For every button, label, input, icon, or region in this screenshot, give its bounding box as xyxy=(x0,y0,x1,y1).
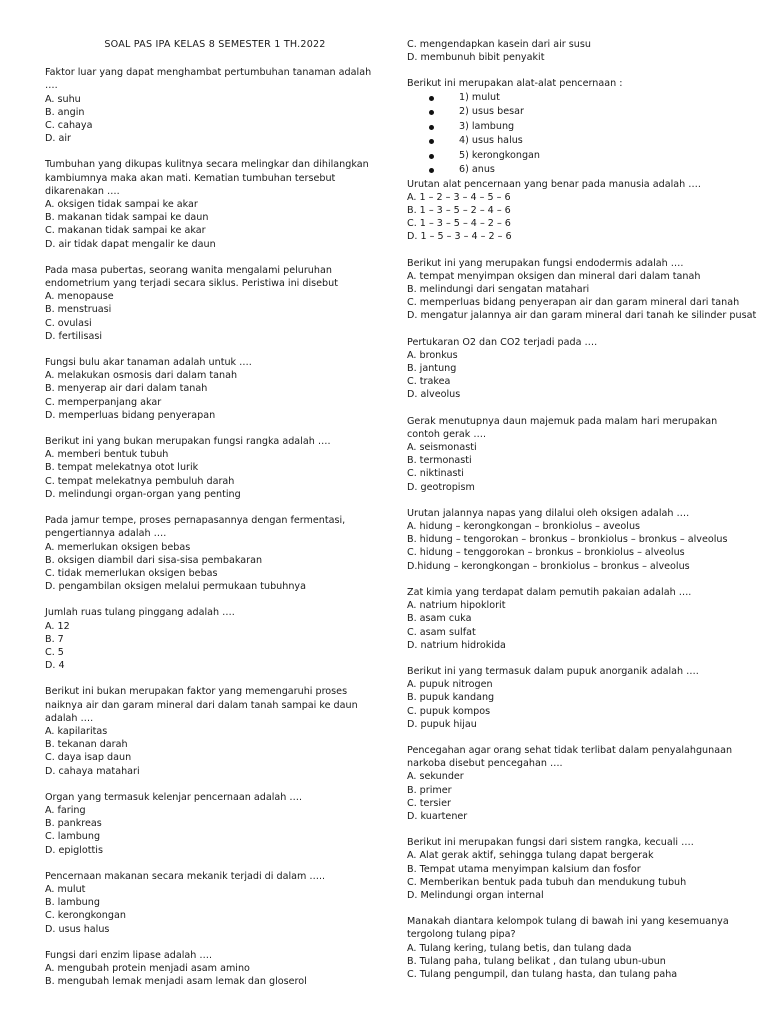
option-text: D. alveolus xyxy=(407,389,461,401)
option-text: B. angin xyxy=(45,106,85,118)
option-text: B. menyerap air dari dalam tanah xyxy=(45,383,208,395)
option-text: D. melindungi organ-organ yang penting xyxy=(45,488,241,500)
option-text: A. kapilaritas xyxy=(45,725,108,737)
question-block xyxy=(45,158,375,250)
option-text: D. usus halus xyxy=(45,923,110,935)
bullet-item: 5) kerongkongan xyxy=(407,149,737,164)
question-text: Urutan alat pencernaan yang benar pada manusia adalah …. xyxy=(407,178,701,190)
right-question-list xyxy=(407,257,757,982)
option-text: C. Tulang pengumpil, dan tulang hasta, dan tulang paha xyxy=(407,968,678,980)
option-text: B. pupuk kandang xyxy=(407,692,495,704)
question-block xyxy=(407,586,737,652)
question-text: Pencegahan agar orang sehat tidak terlibat dalam penyalahgunaan narkoba disebut pencegahan …. xyxy=(407,744,733,770)
question-block xyxy=(45,356,375,422)
option-text: B. hidung – tengorokan – bronkus – bronkiolus – bronkus – alveolus xyxy=(407,534,728,546)
option-text: B. Tempat utama menyimpan kalsium dan fosfor xyxy=(407,863,641,875)
question-text: Faktor luar yang dapat menghambat pertumbuhan tanaman adalah …. xyxy=(45,67,372,92)
option-text: D. air tidak dapat mengalir ke daun xyxy=(45,238,216,250)
left-column xyxy=(45,38,375,1001)
question-text: Pada jamur tempe, proses pernapasannya dengan fermentasi, pengertiannya adalah …. xyxy=(45,515,346,540)
option-text: C. hidung – tenggorokan – bronkus – bronkiolus – alveolus xyxy=(407,547,685,559)
option-text: D. natrium hidrokida xyxy=(407,639,506,651)
question-text: Pencernaan makanan secara mekanik terjadi di dalam ….. xyxy=(45,870,326,882)
question-text: Zat kimia yang terdapat dalam pemutih pakaian adalah …. xyxy=(407,586,692,598)
option-text: B. tekanan darah xyxy=(45,739,128,751)
option-text: D. 4 xyxy=(45,660,65,672)
question-text: Fungsi bulu akar tanaman adalah untuk …. xyxy=(45,357,252,369)
option-text: B. melindungi dari sengatan matahari xyxy=(407,284,590,296)
option-text: C. memperpanjang akar xyxy=(45,396,162,408)
bullet-item: 6) anus xyxy=(407,163,737,178)
question-block xyxy=(45,606,375,672)
option-text: A. Tulang kering, tulang betis, dan tulang dada xyxy=(407,942,632,954)
question-text: Jumlah ruas tulang pinggang adalah …. xyxy=(45,607,235,619)
left-question-list xyxy=(45,66,375,988)
option-text: A. memerlukan oksigen bebas xyxy=(45,541,191,553)
option-text: C. tempat melekatnya pembuluh darah xyxy=(45,475,235,487)
option-text: A. melakukan osmosis dari dalam tanah xyxy=(45,370,238,382)
option-text: A. seismonasti xyxy=(407,442,477,454)
question-text: Gerak menutupnya daun majemuk pada malam hari merupakan contoh gerak …. xyxy=(407,415,718,440)
option-text: C. cahaya xyxy=(45,120,93,132)
option-text: A. pupuk nitrogen xyxy=(407,679,493,691)
option-text: A. faring xyxy=(45,804,86,816)
question-block xyxy=(407,744,737,823)
option-text: A. 12 xyxy=(45,620,70,632)
question-block xyxy=(45,435,375,501)
bullet-item: 4) usus halus xyxy=(407,134,737,149)
question-text: Berikut ini yang bukan merupakan fungsi rangka adalah …. xyxy=(45,436,331,448)
option-text: D.hidung – kerongkongan – bronkiolus – bronkus – alveolus xyxy=(407,560,690,572)
bullet-item: 2) usus besar xyxy=(407,105,737,120)
option-text: C. makanan tidak sampai ke akar xyxy=(45,225,206,237)
option-text: B. oksigen diambil dari sisa-sisa pembakaran xyxy=(45,554,263,566)
option-text: A. Alat gerak aktif, sehingga tulang dapat bergerak xyxy=(407,850,654,862)
option-text: C. kerongkongan xyxy=(45,910,126,922)
question-text: Tumbuhan yang dikupas kulitnya secara melingkar dan dihilangkan kambiumnya maka akan mati. Kematian tumbuhan tersebut dikarenakan …. xyxy=(45,159,369,197)
question-text: Berikut ini yang termasuk dalam pupuk anorganik adalah …. xyxy=(407,665,699,677)
digestive-organ-list xyxy=(407,91,737,178)
option-text: B. pankreas xyxy=(45,818,102,830)
question-block xyxy=(407,836,737,902)
option-text: B. primer xyxy=(407,784,452,796)
option-text: D. membunuh bibit penyakit xyxy=(407,52,545,64)
option-text: D. epiglottis xyxy=(45,844,103,856)
option-text: D. mengatur jalannya air dan garam mineral dari tanah ke silinder pusat xyxy=(407,310,757,322)
question-continuation xyxy=(407,38,737,64)
option-text: C. niktinasti xyxy=(407,468,464,480)
option-text: C. ovulasi xyxy=(45,317,92,329)
option-text: A. bronkus xyxy=(407,349,458,361)
question-block xyxy=(407,336,737,402)
option-text: C. daya isap daun xyxy=(45,752,132,764)
option-text: A. mulut xyxy=(45,883,86,895)
question-text: Manakah diantara kelompok tulang di bawah ini yang kesemuanya tergolong tulang pipa? xyxy=(407,916,729,941)
question-text: Berikut ini merupakan fungsi dari sistem rangka, kecuali …. xyxy=(407,837,694,849)
question-block xyxy=(45,514,375,593)
question-block xyxy=(45,870,375,936)
option-text: B. tempat melekatnya otot lurik xyxy=(45,462,199,474)
option-text: A. memberi bentuk tubuh xyxy=(45,449,169,461)
question-block xyxy=(45,791,375,857)
document-title: SOAL PAS IPA KELAS 8 SEMESTER 1 TH.2022 xyxy=(104,39,326,50)
option-text: D. kuartener xyxy=(407,810,468,822)
question-block xyxy=(45,685,375,777)
question-block xyxy=(45,949,375,989)
option-text: B. Tulang paha, tulang belikat , dan tulang ubun-ubun xyxy=(407,955,666,967)
option-text: C. tersier xyxy=(407,797,451,809)
question-block xyxy=(45,66,375,145)
option-text: A. mengubah protein menjadi asam amino xyxy=(45,962,250,974)
option-text: D. pupuk hijau xyxy=(407,718,477,730)
option-text: D. pengambilan oksigen melalui permukaan tubuhnya xyxy=(45,581,306,593)
question-text: Fungsi dari enzim lipase adalah …. xyxy=(45,949,213,961)
option-text: D. Melindungi organ internal xyxy=(407,889,544,901)
option-text: C. pupuk kompos xyxy=(407,705,491,717)
option-text: C. trakea xyxy=(407,376,451,388)
right-column xyxy=(407,38,757,994)
option-text: D. 1 – 5 – 3 – 4 – 2 – 6 xyxy=(407,231,512,243)
bullet-item: 3) lambung xyxy=(407,120,737,135)
option-text: A. sekunder xyxy=(407,771,464,783)
question-block xyxy=(407,415,737,494)
option-text: C. asam sulfat xyxy=(407,626,476,638)
option-text: D. air xyxy=(45,133,71,145)
question-block xyxy=(45,264,375,343)
option-text: C. mengendapkan kasein dari air susu xyxy=(407,39,591,50)
option-text: A. oksigen tidak sampai ke akar xyxy=(45,199,198,211)
question-text: Urutan jalannya napas yang dilalui oleh oksigen adalah …. xyxy=(407,507,690,519)
option-text: B. menstruasi xyxy=(45,304,112,316)
option-text: A. 1 – 2 – 3 – 4 – 5 – 6 xyxy=(407,191,511,203)
option-text: A. suhu xyxy=(45,93,81,105)
question-text: Pertukaran O2 dan CO2 terjadi pada …. xyxy=(407,336,598,348)
option-text: C. 5 xyxy=(45,646,64,658)
option-text: D. geotropism xyxy=(407,481,475,493)
bullet-item: 1) mulut xyxy=(407,91,737,106)
option-text: B. 7 xyxy=(45,633,64,645)
question-text: Organ yang termasuk kelenjar pencernaan adalah …. xyxy=(45,791,303,803)
option-text: B. makanan tidak sampai ke daun xyxy=(45,212,209,224)
option-text: D. memperluas bidang penyerapan xyxy=(45,409,216,421)
option-text: B. lambung xyxy=(45,897,100,909)
option-text: A. natrium hipoklorit xyxy=(407,600,506,612)
option-text: B. termonasti xyxy=(407,455,472,467)
option-text: B. asam cuka xyxy=(407,613,472,625)
option-text: B. 1 – 3 – 5 – 2 – 4 – 6 xyxy=(407,205,511,217)
question-block xyxy=(407,915,737,981)
option-text: C. 1 – 3 – 5 – 4 – 2 – 6 xyxy=(407,218,511,230)
question-block xyxy=(407,257,757,323)
question-text: Pada masa pubertas, seorang wanita mengalami peluruhan endometrium yang terjadi secara siklus. Peristiwa ini disebut xyxy=(45,264,338,290)
option-text: D. fertilisasi xyxy=(45,330,103,342)
option-text: D. cahaya matahari xyxy=(45,765,140,777)
option-text: C. lambung xyxy=(45,831,101,843)
option-text: C. tidak memerlukan oksigen bebas xyxy=(45,567,218,579)
option-text: B. jantung xyxy=(407,363,457,375)
option-text: A. hidung – kerongkongan – bronkiolus – aveolus xyxy=(407,521,641,533)
question-text: Berikut ini bukan merupakan faktor yang memengaruhi proses naiknya air dan garam mineral dari dalam tanah sampai ke daun adalah …. xyxy=(45,686,358,724)
question-block xyxy=(407,665,737,731)
option-text: A. tempat menyimpan oksigen dan mineral dari dalam tanah xyxy=(407,270,701,282)
question-digestive-organs xyxy=(407,77,737,243)
option-text: C. memperluas bidang penyerapan air dan garam mineral dari tanah xyxy=(407,297,740,309)
question-text: Berikut ini yang merupakan fungsi endodermis adalah …. xyxy=(407,257,684,269)
option-text: C. Memberikan bentuk pada tubuh dan mendukung tubuh xyxy=(407,876,687,888)
option-text: A. menopause xyxy=(45,291,114,303)
option-text: B. mengubah lemak menjadi asam lemak dan gloserol xyxy=(45,976,307,988)
question-text: Berikut ini merupakan alat-alat pencernaan : xyxy=(407,78,623,90)
question-block xyxy=(407,507,737,573)
